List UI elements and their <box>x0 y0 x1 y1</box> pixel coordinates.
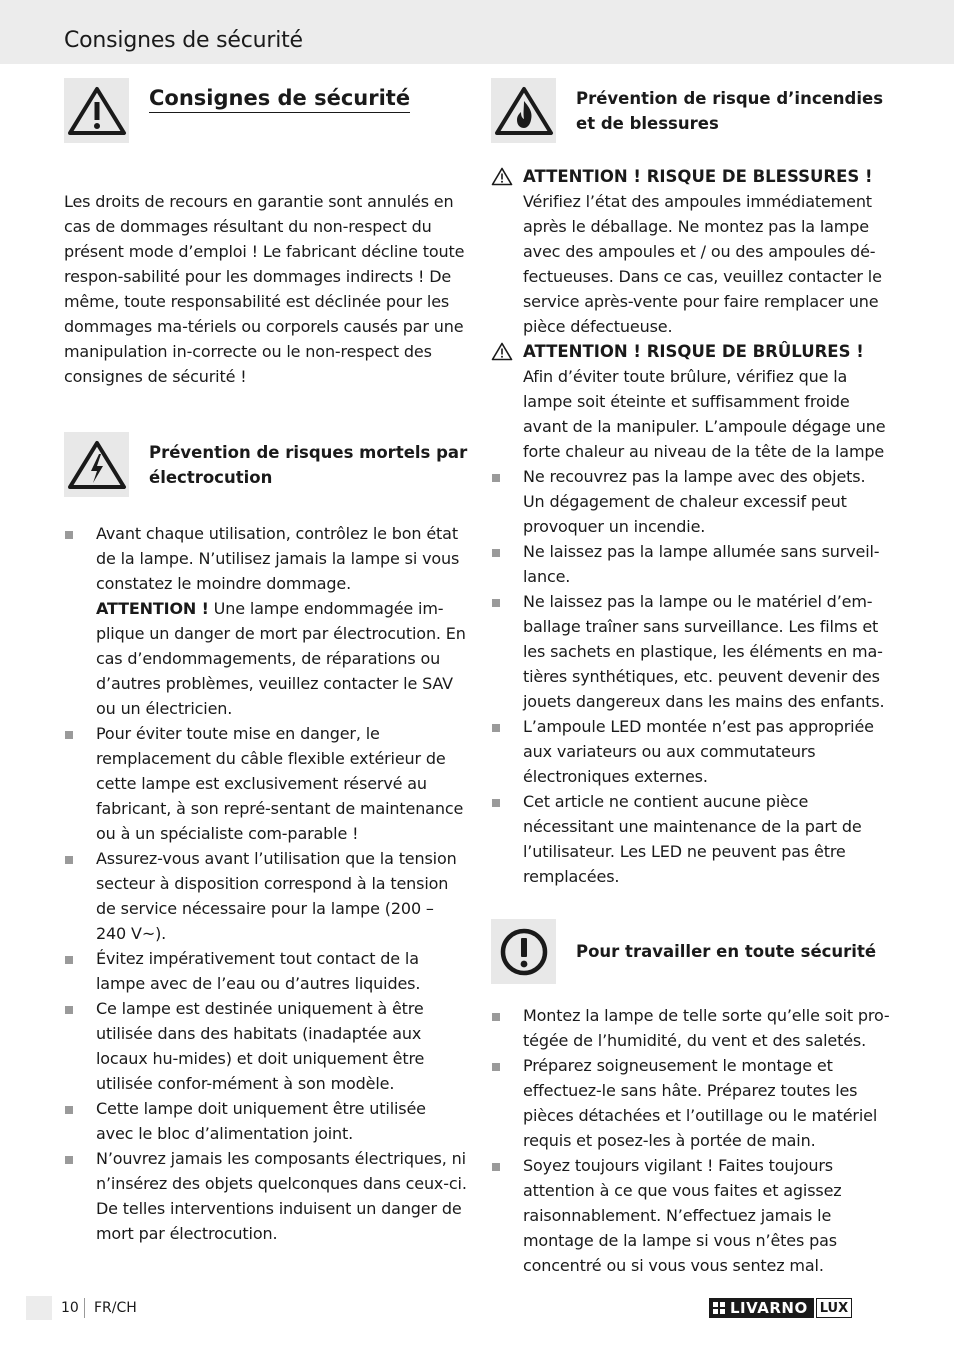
warning-injury-block <box>491 164 891 339</box>
fire-heading: Prévention de risque d’incendies et de blessures <box>576 89 884 133</box>
language-code: FR/CH <box>94 1300 137 1316</box>
main-heading: Consignes de sécurité <box>149 86 410 113</box>
electrocution-list <box>64 521 468 1246</box>
warning-burn-title: ATTENTION ! RISQUE DE BRÛLURES ! <box>523 342 864 361</box>
electric-hazard-icon <box>64 432 129 497</box>
list-item: Ce lampe est destinée uniquement à être utilisée dans des habitats (inadaptée aux locaux hu-mides) et doit uniquement être utilisée confor-mément à son modèle. <box>64 996 468 1096</box>
list-item: Assurez-vous avant l’utilisation que la tension secteur à disposition correspond à la tension de service nécessaire pour la lampe (200 – 240 V~). <box>64 846 468 946</box>
electrocution-section-heading <box>64 432 468 497</box>
list-item: Montez la lampe de telle sorte qu’elle soit pro-tégée de l’humidité, du vent et des saletés. <box>491 1003 891 1053</box>
list-item: Ne laissez pas la lampe ou le matériel d’em-ballage traîner sans surveillance. Les films et les sachets en plastique, les éléments en ma-tières synthétiques, etc. peuvent devenir des jouets dangereux dans les mains des enfants. <box>491 589 891 714</box>
list-item: N’ouvrez jamais les composants électriques, ni n’insérez des objets quelconques dans ceux-ci. De telles interventions induisent un danger de mort par électrocution. <box>64 1146 468 1246</box>
list-item: Cet article ne contient aucune pièce nécessitant une maintenance de la part de l’utilisateur. Les LED ne peuvent pas être remplacées. <box>491 789 891 889</box>
footer-divider <box>84 1298 85 1318</box>
warning-triangle-icon <box>64 78 129 143</box>
list-item: L’ampoule LED montée n’est pas appropriée aux variateurs ou aux commutateurs électroniques externes. <box>491 714 891 789</box>
logo-mark-icon <box>713 1302 725 1314</box>
fire-list <box>491 464 891 889</box>
safe-work-list <box>491 1003 891 1278</box>
list-item: Évitez impérativement tout contact de la lampe avec de l’eau ou d’autres liquides. <box>64 946 468 996</box>
page-tab <box>26 1296 52 1320</box>
safe-work-section-heading <box>491 919 891 984</box>
page-header <box>0 0 954 64</box>
warning-burn-text: Afin d’éviter toute brûlure, vérifiez que la lampe soit éteinte et suffisamment froide avant de la manipuler. L’ampoule dégage une forte chaleur au niveau de la tête de la lampe <box>523 367 886 461</box>
page-number: 10 <box>61 1300 79 1316</box>
warning-injury-text: Vérifiez l’état des ampoules immédiatement après le déballage. Ne montez pas la lampe avec des ampoules et / ou des ampoules dé-fectueuses. Dans ce cas, veuillez contacter le service après-vente pour faire remplacer une pièce défectueuse. <box>523 192 882 336</box>
electrocution-heading: Prévention de risques mortels par électrocution <box>149 443 468 487</box>
list-item: Préparez soigneusement le montage et effectuez-le sans hâte. Préparez toutes les pièces détachées et l’outillage ou le matériel requis et posez-les à portée de main. <box>491 1053 891 1153</box>
warning-triangle-icon <box>491 342 513 361</box>
list-item: Avant chaque utilisation, contrôlez le bon état de la lampe. N’utilisez jamais la lampe si vous constatez le moindre dommage. ATTENTION ! Une lampe endommagée im-plique un danger de mort par électrocution. En cas d’endommagements, de réparations ou d’autres problèmes, veuillez contacter le SAV ou un électricien. <box>64 521 468 721</box>
right-column <box>491 78 891 1278</box>
list-item: Pour éviter toute mise en danger, le remplacement du câble flexible extérieur de cette lampe est exclusivement réservé au fabricant, à son repré-sentant de maintenance ou à un spécialiste com-parable ! <box>64 721 468 846</box>
list-item: Ne recouvrez pas la lampe avec des objets. Un dégagement de chaleur excessif peut provoquer un incendie. <box>491 464 891 539</box>
page-title: Consignes de sécurité <box>64 28 303 53</box>
left-column <box>64 78 468 1246</box>
warning-triangle-icon <box>491 167 513 186</box>
fire-hazard-icon <box>491 78 556 143</box>
attention-label: ATTENTION ! <box>96 599 209 618</box>
page-footer <box>0 1296 954 1326</box>
safe-work-heading: Pour travailler en toute sécurité <box>576 942 877 961</box>
list-item: Ne laissez pas la lampe allumée sans surveil-lance. <box>491 539 891 589</box>
list-item: Cette lampe doit uniquement être utilisée avec le bloc d’alimentation joint. <box>64 1096 468 1146</box>
list-item: Soyez toujours vigilant ! Faites toujours attention à ce que vous faites et agissez raisonnablement. N’effectuez jamais le montage de la lampe si vous n’êtes pas concentré ou si vous vous sentez mal. <box>491 1153 891 1278</box>
logo-suffix: LUX <box>816 1298 852 1318</box>
exclamation-circle-icon <box>491 919 556 984</box>
warning-burn-block <box>491 339 891 464</box>
livarno-lux-logo <box>709 1298 852 1318</box>
main-section-heading <box>64 78 468 143</box>
fire-section-heading <box>491 78 891 143</box>
warning-injury-title: ATTENTION ! RISQUE DE BLESSURES ! <box>523 167 873 186</box>
intro-paragraph: Les droits de recours en garantie sont annulés en cas de dommages résultant du non-respect du présent mode d’emploi ! Le fabricant décline toute respon-sabilité pour les dommages indirects ! De même, toute responsabilité est déclinée pour les dommages ma-tériels ou corporels causés par une manipulation in-correcte ou le non-respect des consignes de sécurité ! <box>64 192 465 386</box>
logo-brand: LIVARNO <box>709 1298 814 1318</box>
